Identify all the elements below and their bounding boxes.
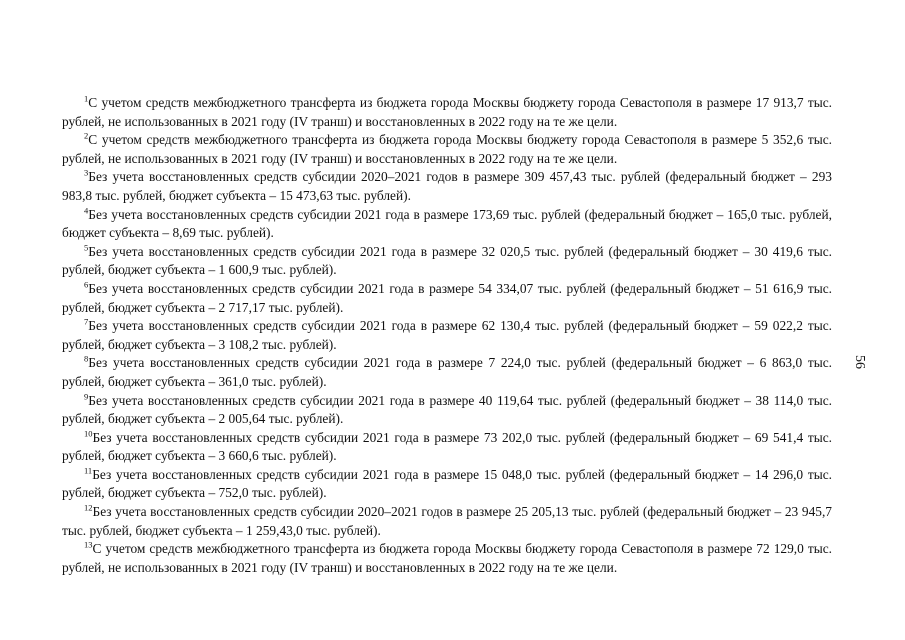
footnote-8: [62, 354, 832, 391]
footnote-text: Без учета восстановленных средств субсидии 2021 года в размере 15 048,0 тыс. рублей (федеральный бюджет – 14 296,0 тыс. рублей, бюджет субъекта – 752,0 тыс. рублей).: [62, 466, 832, 501]
footnote-text: Без учета восстановленных средств субсидии 2021 года в размере 7 224,0 тыс. рублей (федеральный бюджет – 6 863,0 тыс. рублей, бюджет субъекта – 361,0 тыс. рублей).: [62, 355, 832, 389]
footnote-mark: 2: [84, 130, 89, 141]
footnote-mark: 6: [84, 279, 89, 290]
footnote-mark: 5: [84, 242, 89, 253]
footnote-mark: 13: [84, 539, 93, 550]
footnote-text: Без учета восстановленных средств субсидии 2021 года в размере 54 334,07 тыс. рублей (федеральный бюджет – 51 616,9 тыс. рублей, бюджет субъекта – 2 717,17 тыс. рублей).: [62, 280, 832, 315]
footnote-mark: 12: [84, 502, 93, 513]
footnote-12: [62, 503, 832, 540]
footnote-4: [62, 206, 832, 243]
footnote-11: [62, 466, 832, 503]
page-number: 56: [852, 355, 867, 369]
footnote-10: [62, 429, 832, 466]
footnote-text: Без учета восстановленных средств субсидии 2020–2021 годов в размере 25 205,13 тыс. рублей (федеральный бюджет – 23 945,7 тыс. рублей, бюджет субъекта – 1 259,43,0 тыс. рублей).: [62, 504, 832, 538]
footnote-text: С учетом средств межбюджетного трансферта из бюджета города Москвы бюджету города Севастополя в размере 5 352,6 тыс. рублей, не использованных в 2021 году (IV транш) и восстановленных в 2022 году на те же цели.: [62, 132, 832, 166]
footnote-mark: 8: [84, 353, 89, 364]
footnote-2: [62, 131, 832, 168]
footnote-5: [62, 243, 832, 280]
footnote-text: Без учета восстановленных средств субсидии 2020–2021 годов в размере 309 457,43 тыс. рублей (федеральный бюджет – 293 983,8 тыс. рублей, бюджет субъекта – 15 473,63 тыс. рублей).: [62, 169, 832, 203]
footnote-text: Без учета восстановленных средств субсидии 2021 года в размере 73 202,0 тыс. рублей (федеральный бюджет – 69 541,4 тыс. рублей, бюджет субъекта – 3 660,6 тыс. рублей).: [62, 429, 832, 464]
footnote-1: [62, 94, 832, 131]
footnote-mark: 9: [84, 391, 89, 402]
footnote-text: С учетом средств межбюджетного трансферта из бюджета города Москвы бюджету города Севастополя в размере 17 913,7 тыс. рублей, не использованных в 2021 году (IV транш) и восстановленных в 2022 году на те же цели.: [62, 95, 832, 129]
footnote-text: Без учета восстановленных средств субсидии 2021 года в размере 32 020,5 тыс. рублей (федеральный бюджет – 30 419,6 тыс. рублей, бюджет субъекта – 1 600,9 тыс. рублей).: [62, 243, 832, 278]
footnote-7: [62, 317, 832, 354]
footnote-text: Без учета восстановленных средств субсидии 2021 года в размере 62 130,4 тыс. рублей (федеральный бюджет – 59 022,2 тыс. рублей, бюджет субъекта – 3 108,2 тыс. рублей).: [62, 318, 832, 352]
footnote-mark: 4: [84, 205, 89, 216]
footnote-mark: 3: [84, 167, 89, 178]
footnote-mark: 1: [84, 93, 89, 104]
footnote-6: [62, 280, 832, 317]
footnote-mark: 11: [84, 465, 93, 476]
footnote-text: Без учета восстановленных средств субсидии 2021 года в размере 173,69 тыс. рублей (федеральный бюджет – 165,0 тыс. рублей, бюджет субъекта – 8,69 тыс. рублей).: [62, 206, 832, 241]
footnotes-block: [62, 94, 832, 577]
footnote-mark: 10: [84, 428, 93, 439]
footnote-text: Без учета восстановленных средств субсидии 2021 года в размере 40 119,64 тыс. рублей (федеральный бюджет – 38 114,0 тыс. рублей, бюджет субъекта – 2 005,64 тыс. рублей).: [62, 392, 832, 427]
footnote-mark: 7: [84, 316, 89, 327]
footnote-text: С учетом средств межбюджетного трансферта из бюджета города Москвы бюджету города Севастополя в размере 72 129,0 тыс. рублей, не использованных в 2021 году (IV транш) и восстановленных в 2022 году на те же цели.: [62, 541, 832, 575]
footnote-9: [62, 392, 832, 429]
footnote-3: [62, 168, 832, 205]
footnote-13: [62, 540, 832, 577]
